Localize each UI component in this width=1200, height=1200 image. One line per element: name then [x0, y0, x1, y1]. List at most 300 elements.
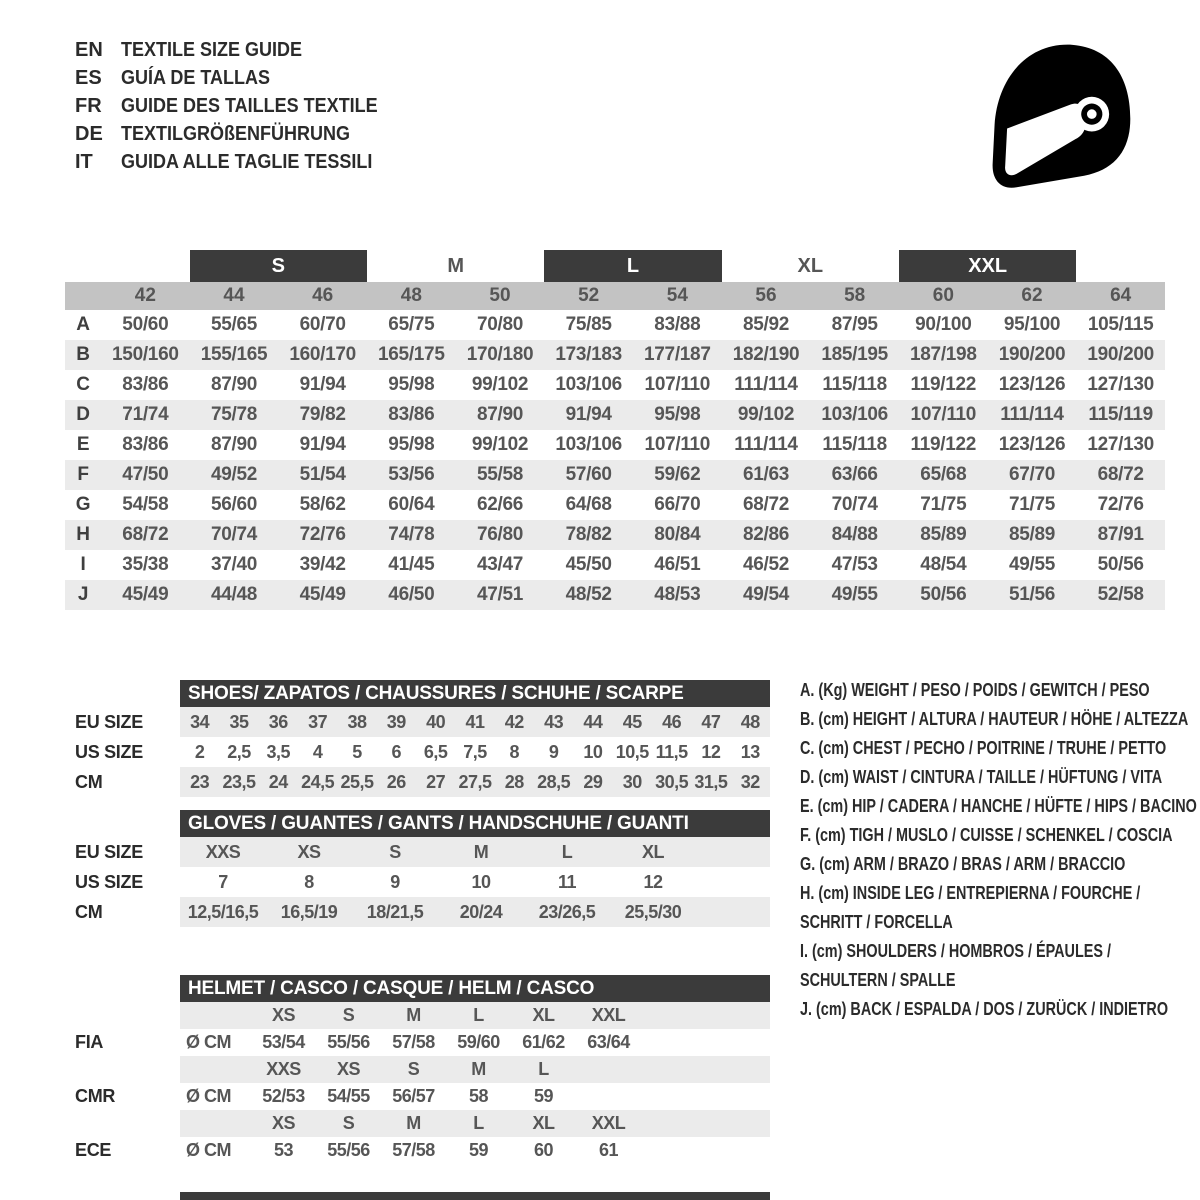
shoes-size-table: [75, 680, 770, 797]
size-cell: 59: [533, 1086, 554, 1106]
size-cell: 27: [426, 771, 446, 792]
size-cell: 59: [468, 1140, 489, 1160]
size-value: 91/94: [544, 400, 633, 430]
size-value: 111/114: [734, 434, 798, 455]
language-code: EN: [75, 38, 103, 61]
size-cell: M: [406, 1113, 421, 1133]
size-cell: 11: [557, 871, 577, 892]
size-value: 85/89: [899, 520, 988, 550]
size-cell: S: [407, 1059, 420, 1079]
size-value: 83/86: [367, 400, 456, 430]
language-code: IT: [75, 150, 93, 173]
legend-line: H. (cm) INSIDE LEG / ENTREPIERNA / FOURCHE /: [800, 883, 1141, 903]
size-value: 84/88: [810, 520, 899, 550]
helmet-section-title: HELMET / CASCO / CASQUE / HELM / CASCO: [180, 975, 770, 1002]
label-spacer: [75, 810, 180, 837]
numeric-header-corner: [65, 282, 101, 310]
size-cell: M: [473, 841, 489, 862]
size-value: 119/122: [910, 434, 977, 455]
size-value: 83/86: [122, 374, 169, 395]
row-cells: [180, 1083, 770, 1110]
language-row: [75, 36, 406, 64]
section-row: [75, 737, 770, 767]
size-cell: L: [538, 1059, 549, 1079]
size-value: 49/55: [1008, 554, 1056, 575]
size-value: 127/130: [1087, 374, 1154, 395]
size-value: 95/100: [1003, 314, 1061, 335]
size-cell: S: [342, 1005, 355, 1025]
row-cells: [180, 867, 770, 897]
size-value: 115/118: [822, 374, 887, 395]
section-row: [75, 1083, 770, 1110]
filler: [641, 1002, 770, 1029]
size-cell: 55/56: [327, 1032, 370, 1052]
legend-line: D. (cm) WAIST / CINTURA / TAILLE / HÜFTUNG / VITA: [800, 767, 1163, 787]
size-value: 43/47: [476, 554, 524, 575]
size-cell: 8: [509, 741, 520, 762]
size-value: 67/70: [988, 460, 1077, 490]
size-cell: 29: [583, 771, 603, 792]
row-letter: I: [80, 554, 86, 575]
section-row: [75, 897, 770, 927]
size-value: 49/55: [810, 580, 899, 610]
gloves-title-row: [75, 810, 770, 837]
size-cell: 48: [740, 711, 760, 732]
size-value: 80/84: [633, 520, 722, 550]
section-row: [75, 1029, 770, 1056]
language-title: GUIDA ALLE TAGLIE TESSILI: [121, 150, 373, 173]
size-value: 39/42: [299, 554, 346, 575]
size-value: 79/82: [278, 400, 367, 430]
size-value: 63/66: [810, 460, 899, 490]
size-cell: S: [342, 1113, 355, 1133]
size-cell: 12,5/16,5: [187, 901, 259, 922]
size-group-s: S: [190, 250, 367, 282]
size-cell: 40: [426, 711, 446, 732]
filler: [696, 867, 770, 897]
size-value: 53/56: [367, 460, 456, 490]
size-value: 66/70: [654, 494, 701, 515]
row-label: US SIZE: [75, 741, 143, 762]
size-value: 103/106: [810, 400, 899, 430]
size-value: 99/102: [471, 434, 529, 455]
size-cell: XS: [336, 1059, 360, 1079]
filler: [696, 897, 770, 927]
size-value: 187/198: [899, 340, 988, 370]
size-value: 45/49: [278, 580, 367, 610]
size-cell: 39: [386, 711, 406, 732]
size-value: 95/98: [388, 434, 435, 455]
row-label: CMR: [75, 1086, 116, 1106]
section-row: [75, 1056, 770, 1083]
row-label: FIA: [75, 1032, 104, 1052]
size-value: 83/86: [122, 434, 169, 455]
language-row: [75, 64, 406, 92]
size-cell: 10,5: [615, 741, 649, 762]
unit-cell: Ø CM: [186, 1140, 231, 1160]
size-cell: 7: [218, 871, 228, 892]
language-code: DE: [75, 122, 103, 145]
size-value: 71/74: [101, 400, 190, 430]
size-value: 85/89: [988, 520, 1077, 550]
filler: [641, 1137, 770, 1164]
size-value: 87/95: [831, 314, 878, 335]
size-value: 65/68: [899, 460, 988, 490]
size-cell: XL: [532, 1005, 555, 1025]
size-value: 49/52: [190, 460, 279, 490]
language-row: [75, 120, 406, 148]
size-cell: 12: [643, 871, 663, 892]
gloves-section-title: GLOVES / GUANTES / GANTS / HANDSCHUHE / GUANTI: [180, 810, 770, 837]
numeric-size: 64: [1076, 282, 1165, 310]
row-cells: [180, 737, 770, 767]
legend-line: SCHULTERN / SPALLE: [800, 970, 956, 990]
row-cells: [180, 1137, 770, 1164]
size-cell: 6,5: [423, 741, 448, 762]
size-cell: 36: [268, 711, 288, 732]
size-cell: 23/26,5: [538, 901, 596, 922]
size-cell: 44: [583, 711, 603, 732]
row-letter: G: [75, 494, 91, 515]
label-spacer: [75, 975, 180, 1002]
numeric-size: 56: [722, 282, 811, 310]
size-cell: 16,5/19: [280, 901, 338, 922]
size-cell: 7,5: [463, 741, 487, 762]
row-letter: F: [65, 460, 101, 490]
size-cell: XS: [271, 1005, 295, 1025]
size-value: 99/102: [471, 374, 529, 395]
shoes-section-title: SHOES/ ZAPATOS / CHAUSSURES / SCHUHE / SCARPE: [180, 680, 770, 707]
unit-cell: [180, 1002, 251, 1029]
size-value: 107/110: [644, 374, 711, 395]
numeric-size: 42: [101, 282, 190, 310]
size-cell: 28,5: [537, 771, 571, 792]
legend-line: SCHRITT / FORCELLA: [800, 912, 953, 932]
size-group-l: L: [544, 250, 721, 282]
size-cell: 8: [304, 871, 314, 892]
numeric-size: 54: [633, 282, 722, 310]
size-value: 170/180: [456, 340, 545, 370]
main-size-table: [65, 250, 1165, 610]
size-cell: 25,5: [340, 771, 374, 792]
language-code: FR: [75, 94, 102, 117]
size-cell: 46: [662, 711, 682, 732]
size-cell: 23,5: [222, 771, 256, 792]
row-cells: [180, 767, 770, 797]
size-value: 49/54: [722, 580, 811, 610]
row-cells: [180, 707, 770, 737]
helmet-icon: [982, 40, 1140, 194]
row-cells: [180, 837, 770, 867]
size-group-xl: XL: [797, 254, 824, 277]
size-cell: 25,5/30: [624, 901, 682, 922]
size-value: 123/126: [998, 374, 1066, 395]
size-value: 115/118: [822, 434, 887, 455]
unit-cell: Ø CM: [186, 1032, 231, 1052]
size-cell: 31,5: [694, 771, 728, 792]
size-value: 50/56: [1097, 554, 1144, 575]
row-letter: E: [76, 434, 90, 455]
size-value: 41/45: [388, 554, 435, 575]
size-value: 70/80: [476, 314, 524, 335]
size-value: 190/200: [988, 340, 1077, 370]
size-value: 75/85: [565, 314, 612, 335]
size-value: 91/94: [299, 374, 346, 395]
size-cell: 59/60: [457, 1032, 500, 1052]
size-value: 87/90: [210, 374, 258, 395]
language-title: GUÍA DE TALLAS: [121, 66, 270, 89]
legend-line: J. (cm) BACK / ESPALDA / DOS / ZURÜCK / INDIETRO: [800, 999, 1169, 1019]
legend-line: A. (Kg) WEIGHT / PESO / POIDS / GEWITCH / PESO: [800, 680, 1150, 700]
size-value: 59/62: [633, 460, 722, 490]
size-value: 95/98: [388, 374, 435, 395]
size-value: 62/66: [476, 494, 524, 515]
size-cell: 4: [312, 741, 323, 762]
size-cell: 41: [465, 711, 485, 732]
numeric-size: 46: [278, 282, 367, 310]
size-cell: L: [473, 1005, 484, 1025]
size-value: 37/40: [210, 554, 258, 575]
size-cell: 5: [352, 741, 362, 762]
legend-line: C. (cm) CHEST / PECHO / POITRINE / TRUHE / PETTO: [800, 738, 1167, 758]
filler: [641, 1029, 770, 1056]
size-cell: 20/24: [459, 901, 503, 922]
size-cell: 24,5: [301, 771, 335, 792]
size-value: 78/82: [544, 520, 633, 550]
size-value: 48/52: [544, 580, 633, 610]
size-cell: 54/55: [327, 1086, 370, 1106]
size-value: 70/74: [190, 520, 279, 550]
legend-line: I. (cm) SHOULDERS / HOMBROS / ÉPAULES /: [800, 941, 1111, 961]
row-label: ECE: [75, 1140, 112, 1160]
size-cell: M: [406, 1005, 421, 1025]
size-value: 165/175: [367, 340, 456, 370]
size-cell: 63/64: [587, 1032, 630, 1052]
helmet-size-table: [75, 975, 770, 1164]
size-cell: 56/57: [392, 1086, 435, 1106]
size-value: 68/72: [1076, 460, 1165, 490]
size-value: 119/122: [910, 374, 977, 395]
size-value: 47/51: [456, 580, 545, 610]
size-value: 111/114: [734, 374, 798, 395]
size-value: 50/56: [899, 580, 988, 610]
size-value: 50/60: [122, 314, 169, 335]
section-row: [75, 1002, 770, 1029]
row-label: EU SIZE: [75, 841, 143, 862]
size-value: 182/190: [722, 340, 811, 370]
size-value: 51/54: [278, 460, 367, 490]
row-cells: [180, 1056, 770, 1083]
size-group-xxl: XXL: [899, 250, 1076, 282]
size-cell: XL: [532, 1113, 555, 1133]
size-value: 61/63: [722, 460, 811, 490]
size-value: 150/160: [101, 340, 190, 370]
size-cell: [576, 1083, 641, 1110]
size-cell: 57/58: [392, 1032, 435, 1052]
size-cell: 27,5: [458, 771, 492, 792]
section-row: [75, 1110, 770, 1137]
size-value: 85/92: [742, 314, 790, 335]
size-cell: 55/56: [327, 1140, 370, 1160]
size-value: 177/187: [633, 340, 722, 370]
size-cell: 43: [544, 711, 564, 732]
size-value: 64/68: [565, 494, 612, 515]
legend-line: E. (cm) HIP / CADERA / HANCHE / HÜFTE / HIPS / BACINO: [800, 796, 1197, 816]
size-cell: S: [389, 841, 401, 862]
section-row: [75, 767, 770, 797]
size-cell: 13: [740, 741, 760, 762]
size-value: 185/195: [810, 340, 899, 370]
shoes-rows: [75, 707, 770, 797]
size-value: 70/74: [831, 494, 878, 515]
numeric-size: 44: [190, 282, 279, 310]
unit-cell: [180, 1056, 251, 1083]
size-cell: 30,5: [655, 771, 689, 792]
size-cell: 52/53: [262, 1086, 305, 1106]
size-cell: 57/58: [392, 1140, 435, 1160]
language-title: TEXTILGRÖßENFÜHRUNG: [121, 122, 350, 145]
gloves-rows: [75, 837, 770, 927]
size-value: 48/54: [920, 554, 967, 575]
row-label: US SIZE: [75, 871, 143, 892]
row-cells: [180, 1029, 770, 1056]
row-label: CM: [75, 901, 103, 922]
row-letter: D: [65, 400, 101, 430]
size-cell: XL: [641, 841, 664, 862]
section-row: [75, 707, 770, 737]
row-label: [75, 1056, 180, 1083]
row-label: CM: [75, 771, 103, 792]
row-label: [75, 1002, 180, 1029]
size-value: 35/38: [122, 554, 169, 575]
size-cell: L: [561, 841, 573, 862]
size-value: 68/72: [101, 520, 190, 550]
size-value: 46/51: [654, 554, 701, 575]
size-value: 68/72: [742, 494, 790, 515]
size-cell: 32: [740, 771, 760, 792]
unit-cell: Ø CM: [186, 1086, 231, 1106]
language-row: [75, 148, 406, 176]
helmet-title-row: [75, 975, 770, 1002]
size-value: 71/75: [1008, 494, 1056, 515]
shoes-title-row: [75, 680, 770, 707]
row-cells: [180, 1110, 770, 1137]
size-cell: 2,5: [227, 741, 251, 762]
size-value: 65/75: [388, 314, 435, 335]
measurement-legend: [800, 676, 1200, 1024]
size-cell: 23: [190, 771, 210, 792]
filler: [696, 837, 770, 867]
size-value: 51/56: [988, 580, 1077, 610]
size-value: 87/90: [210, 434, 258, 455]
size-value: 45/49: [101, 580, 190, 610]
size-cell: M: [471, 1059, 486, 1079]
size-value: 74/78: [367, 520, 456, 550]
language-code: ES: [75, 66, 102, 89]
size-value: 82/86: [722, 520, 811, 550]
size-cell: 37: [308, 711, 328, 732]
label-spacer: [75, 680, 180, 707]
size-value: 105/115: [1087, 314, 1154, 335]
size-value: 46/50: [367, 580, 456, 610]
section-row: [75, 1137, 770, 1164]
size-cell: 28: [504, 771, 524, 792]
size-cell: 61/62: [522, 1032, 565, 1052]
size-value: 60/70: [299, 314, 346, 335]
size-cell: 3,5: [266, 741, 291, 762]
unit-cell: [180, 1110, 251, 1137]
size-cell: 10: [471, 871, 491, 892]
bottom-section-bar: [180, 1192, 770, 1200]
row-label: EU SIZE: [75, 711, 143, 732]
size-cell: 61: [598, 1140, 619, 1160]
size-value: 71/75: [920, 494, 967, 515]
size-cell: 47: [701, 711, 721, 732]
language-title: GUIDE DES TAILLES TEXTILE: [121, 94, 378, 117]
numeric-size: 62: [988, 282, 1077, 310]
size-cell: 35: [229, 711, 249, 732]
size-value: 99/102: [722, 400, 811, 430]
size-cell: 9: [548, 741, 559, 762]
row-letter: C: [76, 374, 90, 395]
size-value: 60/64: [388, 494, 435, 515]
numeric-size: 50: [456, 282, 545, 310]
size-cell: 58: [468, 1086, 489, 1106]
size-value: 95/98: [633, 400, 722, 430]
size-cell: 38: [347, 711, 367, 732]
size-value: 107/110: [899, 400, 988, 430]
size-value: 123/126: [998, 434, 1066, 455]
size-value: 55/65: [210, 314, 258, 335]
numeric-size: 52: [544, 282, 633, 310]
size-cell: L: [473, 1113, 484, 1133]
row-letter: A: [76, 314, 90, 335]
size-cell: 34: [190, 711, 210, 732]
size-value: 58/62: [299, 494, 346, 515]
size-group-m: M: [447, 254, 464, 277]
size-cell: 53: [273, 1140, 294, 1160]
size-value: 52/58: [1076, 580, 1165, 610]
size-cell: 42: [504, 711, 524, 732]
language-title-list: [75, 36, 406, 176]
size-cell: 60: [533, 1140, 554, 1160]
size-value: 47/53: [831, 554, 878, 575]
size-cell: 10: [583, 741, 603, 762]
filler: [641, 1083, 770, 1110]
legend-line: F. (cm) TIGH / MUSLO / CUISSE / SCHENKEL / COSCIA: [800, 825, 1173, 845]
section-row: [75, 867, 770, 897]
numeric-size: 48: [367, 282, 456, 310]
size-cell: [576, 1056, 641, 1083]
size-value: 155/165: [190, 340, 279, 370]
size-value: 76/80: [456, 520, 545, 550]
size-value: 55/58: [456, 460, 545, 490]
size-value: 90/100: [915, 314, 972, 335]
size-cell: XS: [271, 1113, 295, 1133]
size-cell: 11,5: [655, 741, 688, 762]
size-value: 87/90: [456, 400, 545, 430]
size-cell: 53/54: [262, 1032, 305, 1052]
legend-line: B. (cm) HEIGHT / ALTURA / HAUTEUR / HÖHE / ALTEZZA: [800, 709, 1189, 729]
row-letter: J: [65, 580, 101, 610]
size-cell: 12: [701, 741, 721, 762]
size-value: 111/114: [988, 400, 1077, 430]
row-letter: H: [65, 520, 101, 550]
size-cell: XS: [297, 841, 321, 862]
size-value: 56/60: [210, 494, 258, 515]
size-cell: 2: [194, 741, 205, 762]
language-title: TEXTILE SIZE GUIDE: [121, 38, 303, 61]
